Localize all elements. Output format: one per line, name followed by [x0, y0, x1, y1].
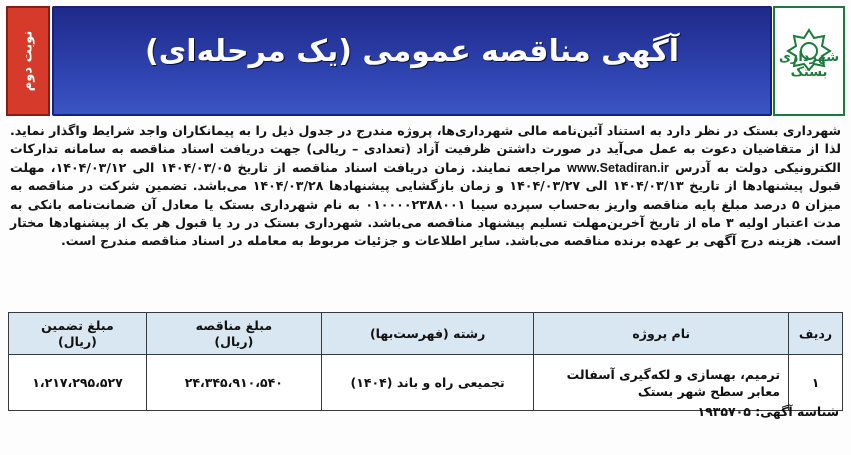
logo-label: شهرداری بستک — [779, 50, 839, 80]
badge-label: نوبت دوم — [20, 30, 36, 92]
table-row — [9, 355, 843, 411]
header-guarantee-amount-label: مبلغ تضمین (ریال) — [41, 317, 114, 349]
header-project-name: نام پروژه — [534, 313, 789, 355]
header-field: رشته (فهرست‌بها) — [321, 313, 534, 355]
header-guarantee-amount — [9, 313, 147, 355]
municipality-logo — [773, 6, 845, 116]
notice-title: آگهی مناقصه عمومی (یک مرحله‌ای) — [145, 34, 679, 69]
body-part-1: شهرداری بستک در نظر دارد به استناد آئین‌نامه مالی شهرداری‌ها، پروژه مندرج در جدول ذیل را به پیمانکاران واجد شرایط واگذار نماید. لذا از متقاضیان دعوت به عمل می‌آید در صورت داشتن ظرفیت آزاد (تعدادی – ریالی) جهت دریافت اسناد مناقصه به سامانه تدارکات الکترونیکی دولت به آدرس — [10, 123, 841, 175]
body-part-2: مراجعه نمایند. زمان دریافت اسناد مناقصه از تاریخ ۱۴۰۴/۰۳/۰۵ الی ۱۴۰۴/۰۳/۱۲، مهلت قبول پیشنهادها از تاریخ ۱۴۰۴/۰۳/۱۳ الی ۱۴۰۴/۰۳/۲۷ و زمان بازگشایی پیشنهادها ۱۴۰۴/۰۳/۲۸ می‌باشد. تضمین شرکت در مناقصه به میزان ۵ درصد مبلغ پایه مناقصه واریز به‌حساب سپرده سیبا ۰۱۰۰۰۰۲۳۸۸۰۰۱ به نام شهرداری بستک یا معادل آن ضمانت‌نامه بانکی به مدت اعتبار اولیه ۳ ماه از تاریخ آخرین‌مهلت تسلیم پیشنهاد مناقصه می‌باشد. شهرداری بستک در رد یا قبول هر یک از پیشنهادها مختار است. هزینه درج آگهی بر عهده برنده مناقصه می‌باشد. سایر اطلاعات و جزئیات مربوط به معامله در اسناد مناقصه مندرج است. — [10, 159, 842, 249]
second-round-badge — [6, 6, 50, 116]
header-tender-amount — [146, 313, 321, 355]
ad-id: شناسه آگهی: ۱۹۳۵۷۰۵ — [697, 404, 839, 419]
cell-row-number: ۱ — [789, 355, 843, 411]
table-header-row — [9, 313, 843, 355]
cell-guarantee-amount: ۱،۲۱۷،۲۹۵،۵۲۷ — [9, 355, 147, 411]
tender-table — [8, 312, 843, 411]
notice-header — [52, 6, 772, 116]
header-tender-amount-label: مبلغ مناقصه (ریال) — [195, 317, 273, 349]
cell-project-name: ترمیم، بهسازی و لکه‌گیری آسفالت معابر سطح شهر بستک — [534, 355, 789, 411]
header-row-number: ردیف — [789, 313, 843, 355]
cell-field: تجمیعی راه و باند (۱۴۰۴) — [321, 355, 534, 411]
notice-body — [10, 122, 841, 251]
setadiran-link[interactable]: www.Setadiran.ir — [567, 160, 669, 175]
cell-tender-amount: ۲۴،۳۴۵،۹۱۰،۵۴۰ — [146, 355, 321, 411]
